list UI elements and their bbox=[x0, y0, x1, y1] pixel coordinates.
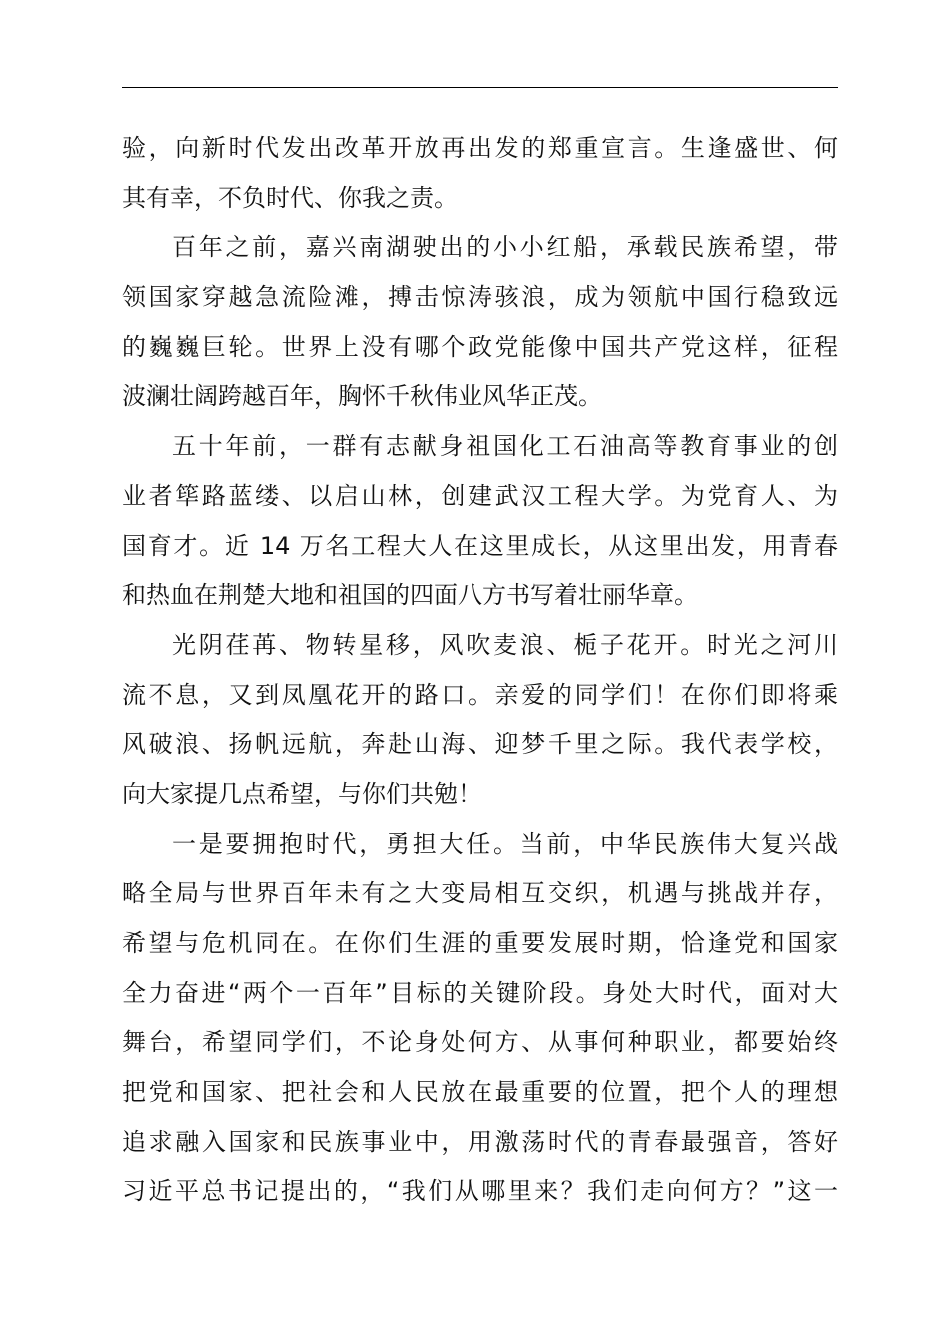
text-line: 光阴荏苒、物转星移，风吹麦浪、栀子花开。时光之河川 bbox=[172, 630, 838, 659]
text-line: 向大家提几点希望，与你们共勉！ bbox=[122, 779, 482, 808]
text-line: 业者筚路蓝缕、以启山林，创建武汉工程大学。为党育人、为 bbox=[122, 481, 838, 510]
text-line: 全力奋进“两个一百年”目标的关键阶段。身处大时代，面对大 bbox=[122, 978, 838, 1007]
text-line: 追求融入国家和民族事业中，用激荡时代的青春最强音，答好 bbox=[122, 1127, 838, 1156]
text-line: 领国家穿越急流险滩，搏击惊涛骇浪，成为领航中国行稳致远 bbox=[122, 283, 838, 312]
text-line: 略全局与世界百年未有之大变局相互交织，机遇与挑战并存， bbox=[122, 879, 838, 908]
text-line: 一是要拥抱时代，勇担大任。当前，中华民族伟大复兴战 bbox=[172, 829, 838, 858]
text-line: 希望与危机同在。在你们生涯的重要发展时期，恰逢党和国家 bbox=[122, 929, 838, 957]
text-line: 波澜壮阔跨越百年，胸怀千秋伟业风华正茂。 bbox=[122, 382, 602, 411]
text-line: 风破浪、扬帆远航，奔赴山海、迎梦千里之际。我代表学校， bbox=[122, 730, 838, 759]
body-text bbox=[122, 124, 838, 1217]
text-line: 流不息，又到凤凰花开的路口。亲爱的同学们！在你们即将乘 bbox=[122, 680, 838, 709]
header-rule bbox=[122, 87, 838, 88]
text-line: 的巍巍巨轮。世界上没有哪个政党能像中国共产党这样，征程 bbox=[122, 332, 838, 361]
text-line: 百年之前，嘉兴南湖驶出的小小红船，承载民族希望，带 bbox=[172, 233, 838, 262]
text-line: 习近平总书记提出的，“我们从哪里来？我们走向何方？”这一 bbox=[122, 1177, 838, 1206]
text-line: 舞台，希望同学们，不论身处何方、从事何种职业，都要始终 bbox=[122, 1028, 838, 1057]
text-line: 其有幸，不负时代、你我之责。 bbox=[122, 183, 458, 212]
text-line: 把党和国家、把社会和人民放在最重要的位置，把个人的理想 bbox=[122, 1078, 838, 1107]
text-line: 和热血在荆楚大地和祖国的四面八方书写着壮丽华章。 bbox=[122, 581, 698, 610]
text-line: 验，向新时代发出改革开放再出发的郑重宣言。生逢盛世、何 bbox=[122, 134, 838, 162]
text-line: 国育才。近 14 万名工程大人在这里成长，从这里出发，用青春 bbox=[122, 531, 838, 560]
text-line: 五十年前，一群有志献身祖国化工石油高等教育事业的创 bbox=[172, 432, 838, 461]
